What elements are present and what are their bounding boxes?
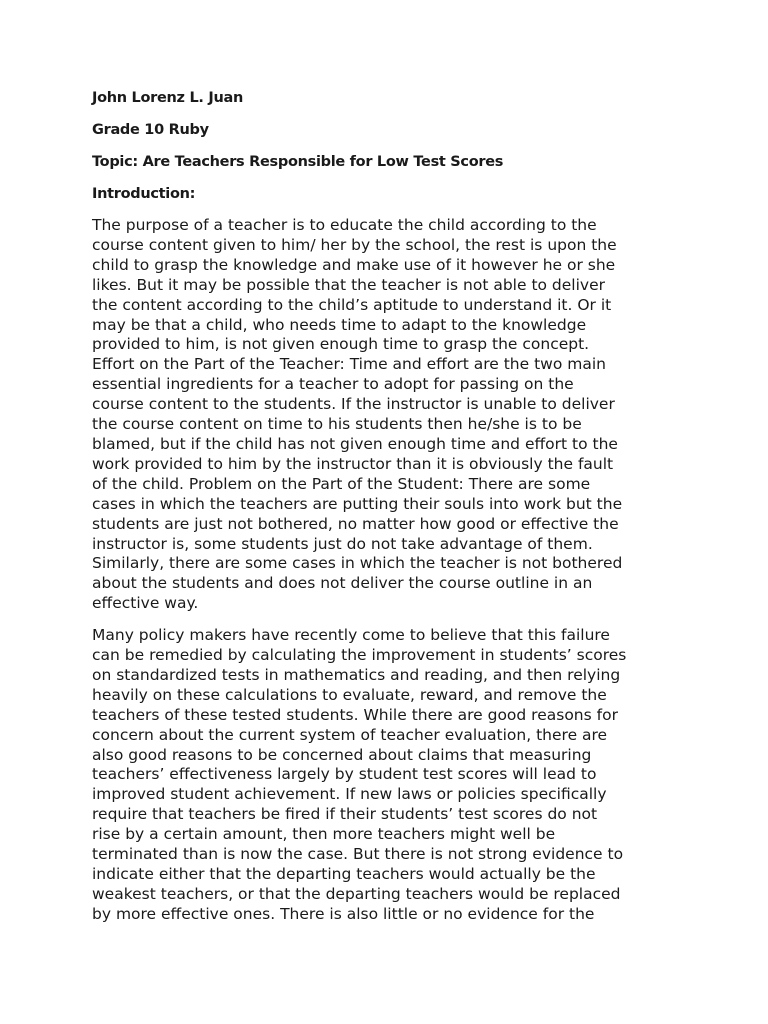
text-line: students are just not bothered, no matter how good or effective the: [92, 514, 619, 533]
text-line: essential ingredients for a teacher to adopt for passing on the: [92, 375, 574, 394]
text-line: improved student achievement. If new laws or policies specifically: [92, 785, 607, 804]
text-line: rise by a certain amount, then more teachers might well be: [92, 825, 556, 844]
text-line: likes. But it may be possible that the teacher is not able to deliver: [92, 275, 606, 294]
section-heading: Introduction:: [92, 186, 196, 202]
text-line: of the child. Problem on the Part of the Student: There are some: [92, 474, 591, 493]
text-line: may be that a child, who needs time to adapt to the knowledge: [92, 315, 587, 334]
text-line: child to grasp the knowledge and make use of it however he or she: [92, 255, 616, 274]
text-line: heavily on these calculations to evaluate, reward, and remove the: [92, 685, 607, 704]
text-line: also good reasons to be concerned about claims that measuring: [92, 745, 592, 764]
text-line: Effort on the Part of the Teacher: Time and effort are the two main: [92, 355, 606, 374]
text-line: can be remedied by calculating the improvement in students’ scores: [92, 646, 627, 665]
text-line: weakest teachers, or that the departing teachers would be replaced: [92, 884, 621, 903]
text-line: concern about the current system of teacher evaluation, there are: [92, 725, 608, 744]
text-line: on standardized tests in mathematics and reading, and then relying: [92, 665, 621, 684]
text-line: work provided to him by the instructor than it is obviously the fault: [92, 454, 614, 473]
topic-title: Topic: Are Teachers Responsible for Low Test Scores: [92, 154, 504, 170]
text-line: indicate either that the departing teachers would actually be the: [92, 865, 596, 883]
paragraph-2: [92, 626, 672, 925]
text-line: provided to him, is not given enough time to grasp the concept.: [92, 335, 590, 354]
document-body: [92, 216, 672, 925]
text-line: the course content on time to his students then he/she is to be: [92, 415, 582, 434]
text-line: course content to the students. If the instructor is unable to deliver: [92, 395, 615, 414]
text-line: cases in which the teachers are putting their souls into work but the: [92, 494, 623, 513]
text-line: Many policy makers have recently come to believe that this failure: [92, 626, 610, 645]
text-line: teachers of these tested students. While there are good reasons for: [92, 705, 618, 724]
text-line: the content according to the child’s aptitude to understand it. Or it: [92, 295, 612, 314]
text-line: about the students and does not deliver the course outline in an: [92, 574, 593, 593]
text-line: instructor is, some students just do not take advantage of them.: [92, 534, 593, 553]
author-name: John Lorenz L. Juan: [92, 90, 243, 106]
text-line: blamed, but if the child has not given enough time and effort to the: [92, 434, 618, 453]
text-line: course content given to him/ her by the school, the rest is upon the: [92, 235, 617, 254]
text-line: The purpose of a teacher is to educate the child according to the: [92, 216, 597, 234]
text-line: Similarly, there are some cases in which the teacher is not bothered: [92, 554, 623, 573]
text-line: by more effective ones. There is also little or no evidence for the: [92, 904, 595, 923]
grade-section: Grade 10 Ruby: [92, 122, 209, 138]
text-line: effective way.: [92, 594, 199, 613]
text-line: require that teachers be fired if their students’ test scores do not: [92, 805, 598, 824]
text-line: teachers’ effectiveness largely by student test scores will lead to: [92, 765, 597, 784]
text-line: terminated than is now the case. But there is not strong evidence to: [92, 845, 624, 864]
paragraph-1: [92, 216, 672, 614]
